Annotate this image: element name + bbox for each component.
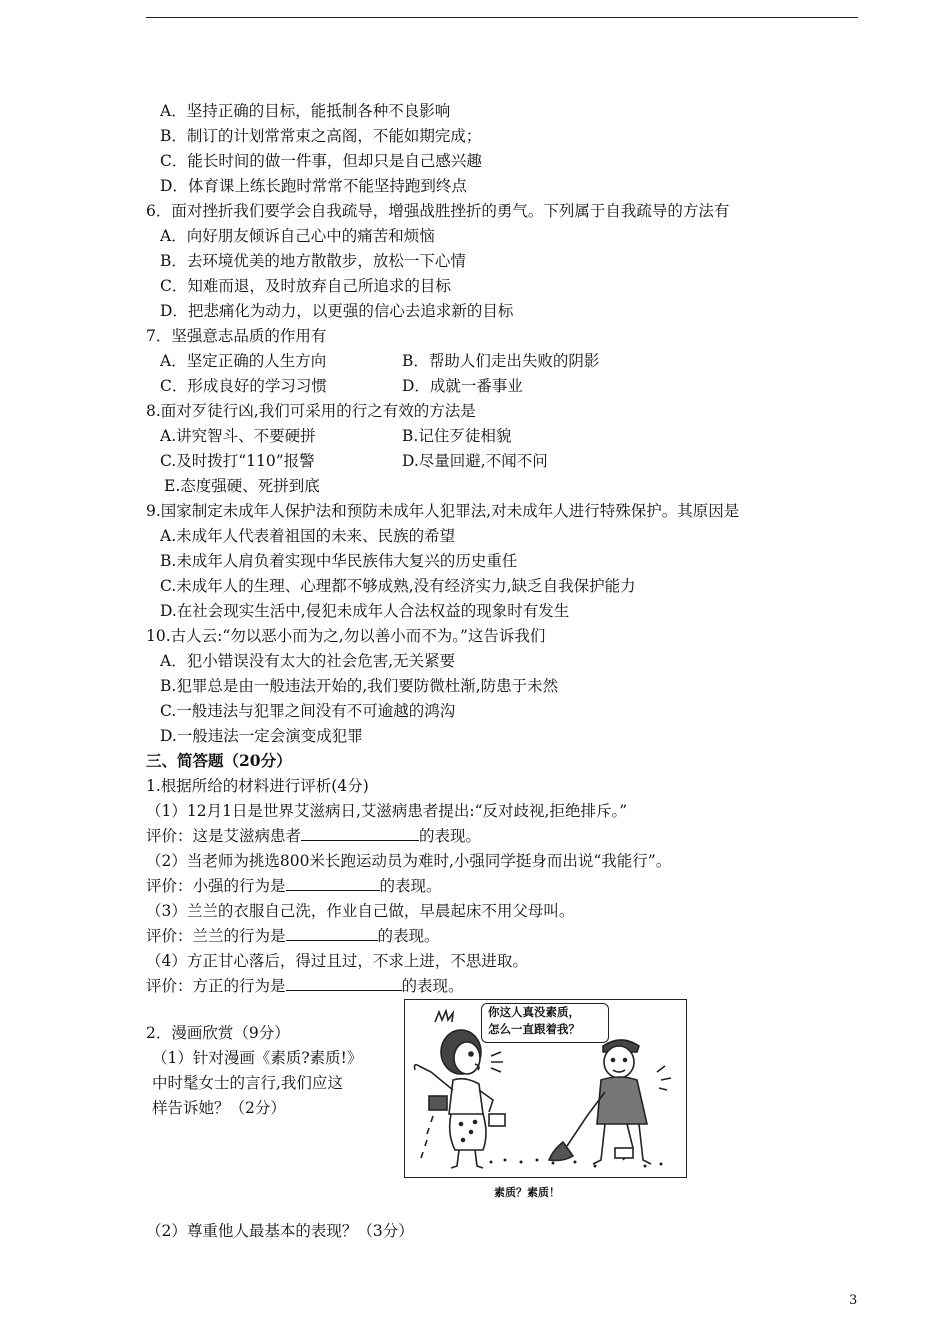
q5-option-a: A．坚持正确的目标，能抵制各种不良影响 xyxy=(160,102,451,120)
sa-q1-evaluation-1 xyxy=(146,826,481,846)
sa-q1-statement-1: （1）12月1日是世界艾滋病日,艾滋病患者提出:“反对歧视,拒绝排斥。” xyxy=(146,802,628,820)
q6-option-a: A．向好朋友倾诉自己心中的痛苦和烦恼 xyxy=(160,227,435,245)
evaluation-suffix: 的表现。 xyxy=(379,877,442,895)
answer-blank-1[interactable] xyxy=(301,826,419,841)
q5-option-c: C．能长时间的做一件事，但却只是自己感兴趣 xyxy=(160,152,482,170)
q6-option-b: B．去环境优美的地方散散步，放松一下心情 xyxy=(160,252,466,270)
q6-option-c: C．知难而退，及时放弃自己所追求的目标 xyxy=(160,277,451,295)
sa-q1-statement-4: （4）方正甘心落后，得过且过，不求上进，不思进取。 xyxy=(146,952,528,970)
q7-option-b: B．帮助人们走出失败的阴影 xyxy=(402,352,600,370)
q6-stem: 6．面对挫折我们要学会自我疏导，增强战胜挫折的勇气。下列属于自我疏导的方法有 xyxy=(146,202,730,220)
q9-option-a: A.未成年人代表着祖国的未来、民族的希望 xyxy=(160,527,456,545)
header-rule xyxy=(146,17,858,18)
q10-stem: 10.古人云:“勿以恶小而为之,勿以善小而不为。”这告诉我们 xyxy=(146,627,546,645)
answer-blank-3[interactable] xyxy=(286,926,378,941)
q7-option-c: C．形成良好的学习习惯 xyxy=(160,377,327,395)
evaluation-suffix: 的表现。 xyxy=(377,927,440,945)
evaluation-prefix: 评价：方正的行为是 xyxy=(146,977,286,995)
evaluation-suffix: 的表现。 xyxy=(419,827,482,845)
speech-bubble-line-2: 怎么一直跟着我？ xyxy=(488,1022,580,1036)
answer-blank-2[interactable] xyxy=(286,876,380,891)
sa-q2-stem: 2．漫画欣赏（9分） xyxy=(146,1024,290,1042)
q8-option-e: E.态度强硬、死拼到底 xyxy=(164,477,320,495)
speech-bubble-line-1: 你这人真没素质， xyxy=(488,1005,580,1019)
q10-option-b: B.犯罪总是由一般违法开始的,我们要防微杜渐,防患于未然 xyxy=(160,677,559,695)
q8-option-b: B.记住歹徒相貌 xyxy=(402,427,512,445)
sa-q2-sub1-line1: （1）针对漫画《素质?素质!》 xyxy=(152,1049,363,1067)
q7-option-d: D．成就一番事业 xyxy=(402,377,523,395)
sa-q1-statement-2: （2）当老师为挑选800米长跑运动员为难时,小强同学挺身而出说“我能行”。 xyxy=(146,852,672,870)
answer-blank-4[interactable] xyxy=(286,976,402,991)
q5-option-b: B．制订的计划常常束之高阁，不能如期完成； xyxy=(160,127,482,145)
evaluation-suffix: 的表现。 xyxy=(401,977,464,995)
q6-option-d: D．把悲痛化为动力，以更强的信心去追求新的目标 xyxy=(160,302,514,320)
q7-stem: 7．坚强意志品质的作用有 xyxy=(146,327,327,345)
sa-q2-sub1-line2: 中时髦女士的言行,我们应这 xyxy=(152,1074,343,1092)
cartoon-illustration xyxy=(404,999,687,1178)
q10-option-c: C.一般违法与犯罪之间没有不可逾越的鸿沟 xyxy=(160,702,456,720)
speech-bubble xyxy=(481,1003,609,1043)
page-number: 3 xyxy=(849,1293,858,1308)
q7-option-a: A．坚定正确的人生方向 xyxy=(160,352,327,370)
sa-q1-evaluation-3 xyxy=(146,926,440,946)
sa-q1-evaluation-2 xyxy=(146,876,442,896)
sa-q1-stem: 1.根据所给的材料进行评析(4分) xyxy=(146,777,369,795)
q9-option-d: D.在社会现实生活中,侵犯未成年人合法权益的现象时有发生 xyxy=(160,602,570,620)
sa-q1-evaluation-4 xyxy=(146,976,464,996)
q8-option-a: A.讲究智斗、不要硬拼 xyxy=(160,427,316,445)
evaluation-prefix: 评价：这是艾滋病患者 xyxy=(146,827,302,845)
q5-option-d: D．体育课上练长跑时常常不能坚持跑到终点 xyxy=(160,177,467,195)
sa-q2-sub1-line3: 样告诉她？（2分） xyxy=(152,1099,286,1117)
evaluation-prefix: 评价：兰兰的行为是 xyxy=(146,927,286,945)
q8-option-c: C.及时拨打“110”报警 xyxy=(160,452,315,470)
sa-q1-statement-3: （3）兰兰的衣服自己洗，作业自己做，早晨起床不用父母叫。 xyxy=(146,902,575,920)
q9-stem: 9.国家制定未成年人保护法和预防未成年人犯罪法,对未成年人进行特殊保护。其原因是 xyxy=(146,502,740,520)
q9-option-b: B.未成年人肩负着实现中华民族伟大复兴的历史重任 xyxy=(160,552,518,570)
evaluation-prefix: 评价：小强的行为是 xyxy=(146,877,286,895)
section-title: 三、简答题（20分） xyxy=(146,751,292,770)
cartoon-caption: 素质？素质！ xyxy=(494,1186,560,1199)
sa-q2-sub2: （2）尊重他人最基本的表现？（3分） xyxy=(146,1222,414,1240)
q8-stem: 8.面对歹徒行凶,我们可采用的行之有效的方法是 xyxy=(146,402,476,420)
q10-option-d: D.一般违法一定会演变成犯罪 xyxy=(160,727,363,745)
q9-option-c: C.未成年人的生理、心理都不够成熟,没有经济实力,缺乏自我保护能力 xyxy=(160,577,636,595)
q8-option-d: D.尽量回避,不闻不问 xyxy=(402,452,548,470)
q10-option-a: A．犯小错误没有太大的社会危害,无关紧要 xyxy=(160,652,456,670)
